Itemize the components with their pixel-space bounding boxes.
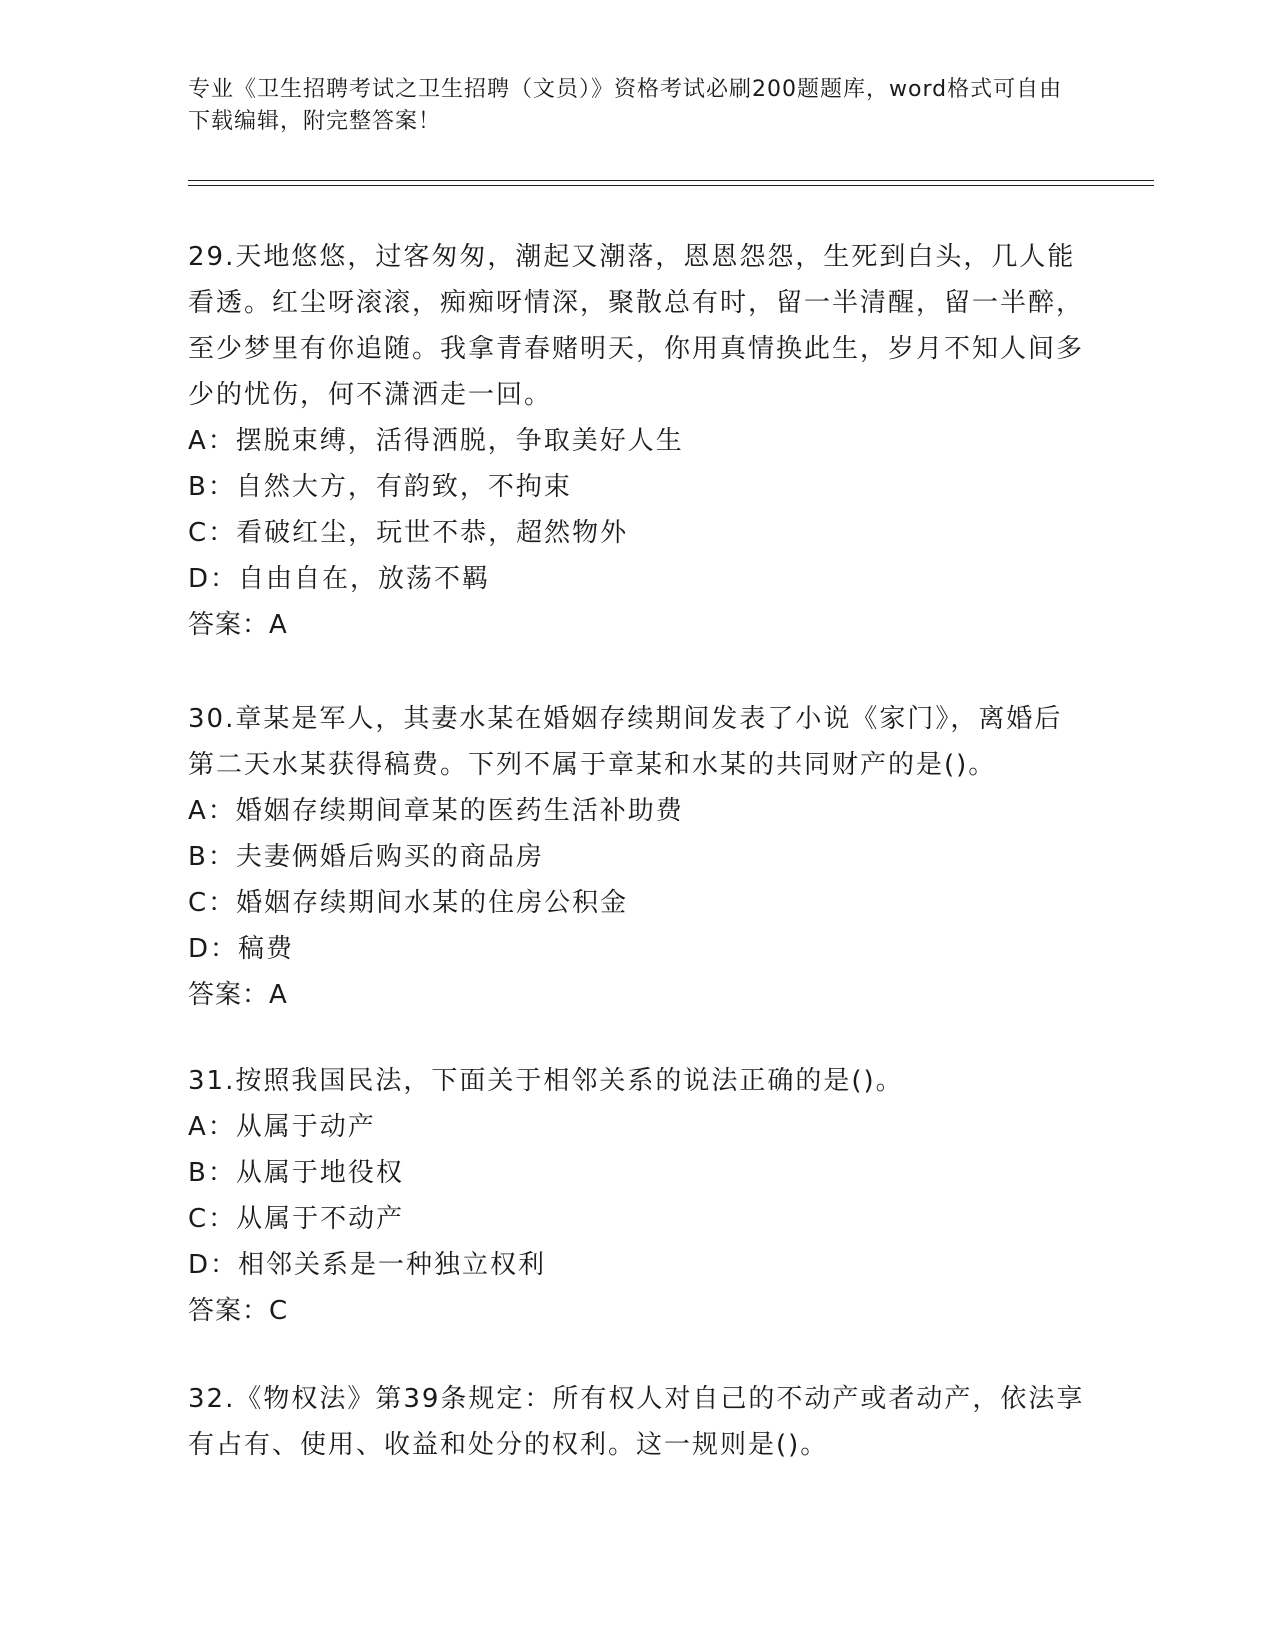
answer: 答案：A xyxy=(188,980,288,1010)
answer: 答案：C xyxy=(188,1296,289,1326)
question-stem: 29.天地悠悠，过客匆匆，潮起又潮落，恩恩怨怨，生死到白头，几人能看透。红尘呀滚滚，痴痴呀情深，聚散总有时，留一半清醒，留一半醉，至少梦里有你追随。我拿青春赌明天，你用真情换此生，岁月不知人间多少的忧伤，何不潇洒走一回。 xyxy=(188,242,1085,410)
option-b: B：夫妻俩婚后购买的商品房 xyxy=(188,842,544,872)
question-30 xyxy=(188,696,1088,1018)
option-b: B：从属于地役权 xyxy=(188,1158,404,1188)
question-29 xyxy=(188,234,1088,648)
option-a: A：从属于动产 xyxy=(188,1112,376,1142)
header-divider-top xyxy=(188,180,1154,181)
option-c: C：从属于不动产 xyxy=(188,1204,405,1234)
option-d: D：相邻关系是一种独立权利 xyxy=(188,1250,547,1280)
option-c: C：看破红尘，玩世不恭，超然物外 xyxy=(188,518,629,548)
option-a: A：摆脱束缚，活得洒脱，争取美好人生 xyxy=(188,426,684,456)
option-b: B：自然大方，有韵致，不拘束 xyxy=(188,472,572,502)
question-stem: 31.按照我国民法，下面关于相邻关系的说法正确的是()。 xyxy=(188,1066,904,1096)
question-32 xyxy=(188,1376,1088,1468)
question-stem: 30.章某是军人，其妻水某在婚姻存续期间发表了小说《家门》，离婚后第二天水某获得稿费。下列不属于章某和水某的共同财产的是()。 xyxy=(188,704,1063,780)
option-d: D：自由自在，放荡不羁 xyxy=(188,564,491,594)
option-d: D：稿费 xyxy=(188,934,295,964)
answer: 答案：A xyxy=(188,610,288,640)
question-31 xyxy=(188,1058,1088,1334)
question-stem: 32.《物权法》第39条规定：所有权人对自己的不动产或者动产，依法享有占有、使用、收益和处分的权利。这一规则是()。 xyxy=(188,1384,1085,1460)
option-a: A：婚姻存续期间章某的医药生活补助费 xyxy=(188,796,684,826)
document-header: 专业《卫生招聘考试之卫生招聘（文员）》资格考试必刷200题题库，word格式可自由下载编辑，附完整答案！ xyxy=(188,77,1063,134)
option-c: C：婚姻存续期间水某的住房公积金 xyxy=(188,888,629,918)
header-divider-bottom xyxy=(188,185,1154,186)
